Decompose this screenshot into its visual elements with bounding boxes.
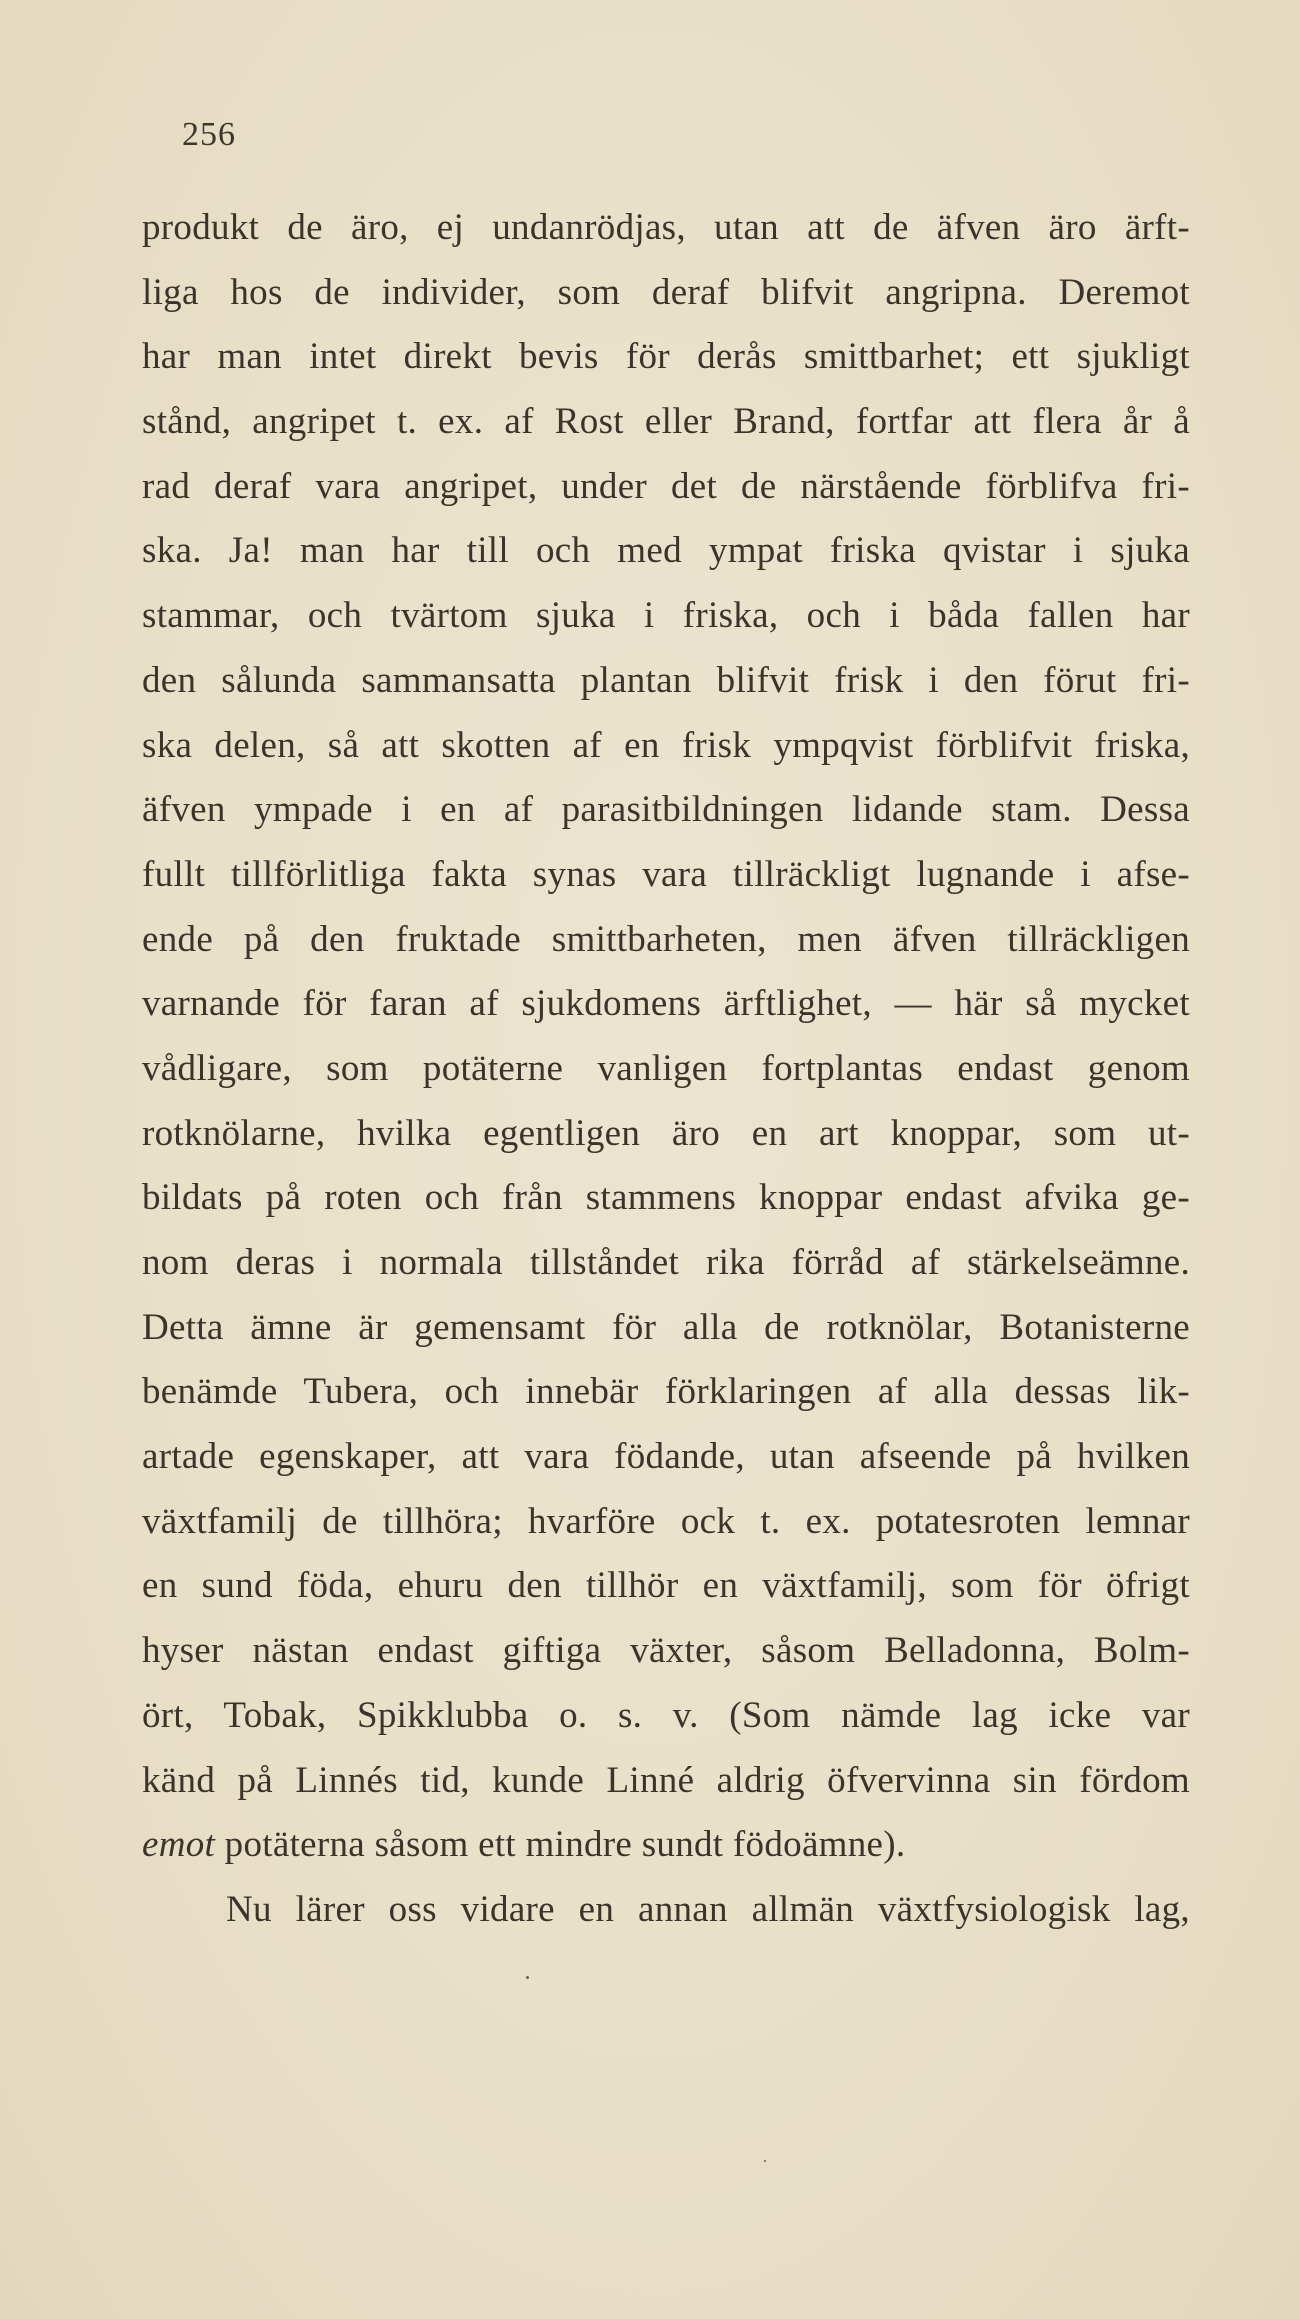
ink-speck bbox=[526, 1976, 529, 1979]
text-line: en sund föda, ehuru den tillhör en växtfamilj, som för öfrigt bbox=[142, 1565, 1190, 1607]
text-line: artade egenskaper, att vara födande, utan afseende på hvilken bbox=[142, 1436, 1190, 1478]
text-line: liga hos de individer, som deraf blifvit angripna. Deremot bbox=[142, 271, 1190, 313]
text-line: känd på Linnés tid, kunde Linné aldrig öfvervinna sin fördom bbox=[142, 1759, 1190, 1801]
text-line: ska delen, så att skotten af en frisk ympqvist förblifvit friska, bbox=[142, 724, 1190, 766]
ink-speck bbox=[764, 2160, 766, 2162]
text-line: växtfamilj de tillhöra; hvarföre ock t. ex. potatesroten lemnar bbox=[142, 1500, 1190, 1542]
text-line: vådligare, som potäterne vanligen fortplantas endast genom bbox=[142, 1047, 1190, 1089]
text-line: varnande för faran af sjukdomens ärftlighet, — här så mycket bbox=[142, 983, 1190, 1025]
text-line: ört, Tobak, Spikklubba o. s. v. (Som nämde lag icke var bbox=[142, 1694, 1190, 1736]
text-line: nom deras i normala tillståndet rika förråd af stärkelseämne. bbox=[142, 1242, 1190, 1283]
text-line: har man intet direkt bevis för derås smittbarhet; ett sjukligt bbox=[142, 336, 1190, 378]
body-text bbox=[142, 196, 1190, 1943]
page-number: 256 bbox=[182, 116, 236, 153]
text-line: ska. Ja! man har till och med ympat friska qvistar i sjuka bbox=[142, 530, 1190, 572]
paragraph-end-line bbox=[142, 1813, 1190, 1878]
italic-word: emot bbox=[142, 1824, 216, 1866]
text-line: rotknölarne, hvilka egentligen äro en art knoppar, som ut- bbox=[142, 1112, 1190, 1154]
paragraph-start-line: Nu lärer oss vidare en annan allmän växtfysiologisk lag, bbox=[226, 1888, 1190, 1930]
text-line: produkt de äro, ej undanrödjas, utan att de äfven äro ärft- bbox=[142, 207, 1190, 248]
text-line: den sålunda sammansatta plantan blifvit frisk i den förut fri- bbox=[142, 659, 1190, 701]
text-line: rad deraf vara angripet, under det de närstående förblifva fri- bbox=[142, 465, 1190, 507]
text-line: stammar, och tvärtom sjuka i friska, och i båda fallen har bbox=[142, 595, 1190, 637]
text-line: Detta ämne är gemensamt för alla de rotknölar, Botanisterne bbox=[142, 1306, 1190, 1348]
text-line: benämde Tubera, och innebär förklaringen af alla dessas lik- bbox=[142, 1371, 1190, 1413]
line-remainder: potäterna såsom ett mindre sundt födoämne). bbox=[215, 1824, 906, 1866]
text-line: äfven ympade i en af parasitbildningen lidande stam. Dessa bbox=[142, 789, 1190, 831]
text-line: stånd, angripet t. ex. af Rost eller Brand, fortfar att flera år å bbox=[142, 401, 1190, 443]
text-line: ende på den fruktade smittbarheten, men äfven tillräckligen bbox=[142, 918, 1190, 960]
text-line: hyser nästan endast giftiga växter, såsom Belladonna, Bolm- bbox=[142, 1630, 1190, 1672]
text-line: bildats på roten och från stammens knoppar endast afvika ge- bbox=[142, 1177, 1190, 1219]
text-line: fullt tillförlitliga fakta synas vara tillräckligt lugnande i afse- bbox=[142, 853, 1190, 895]
